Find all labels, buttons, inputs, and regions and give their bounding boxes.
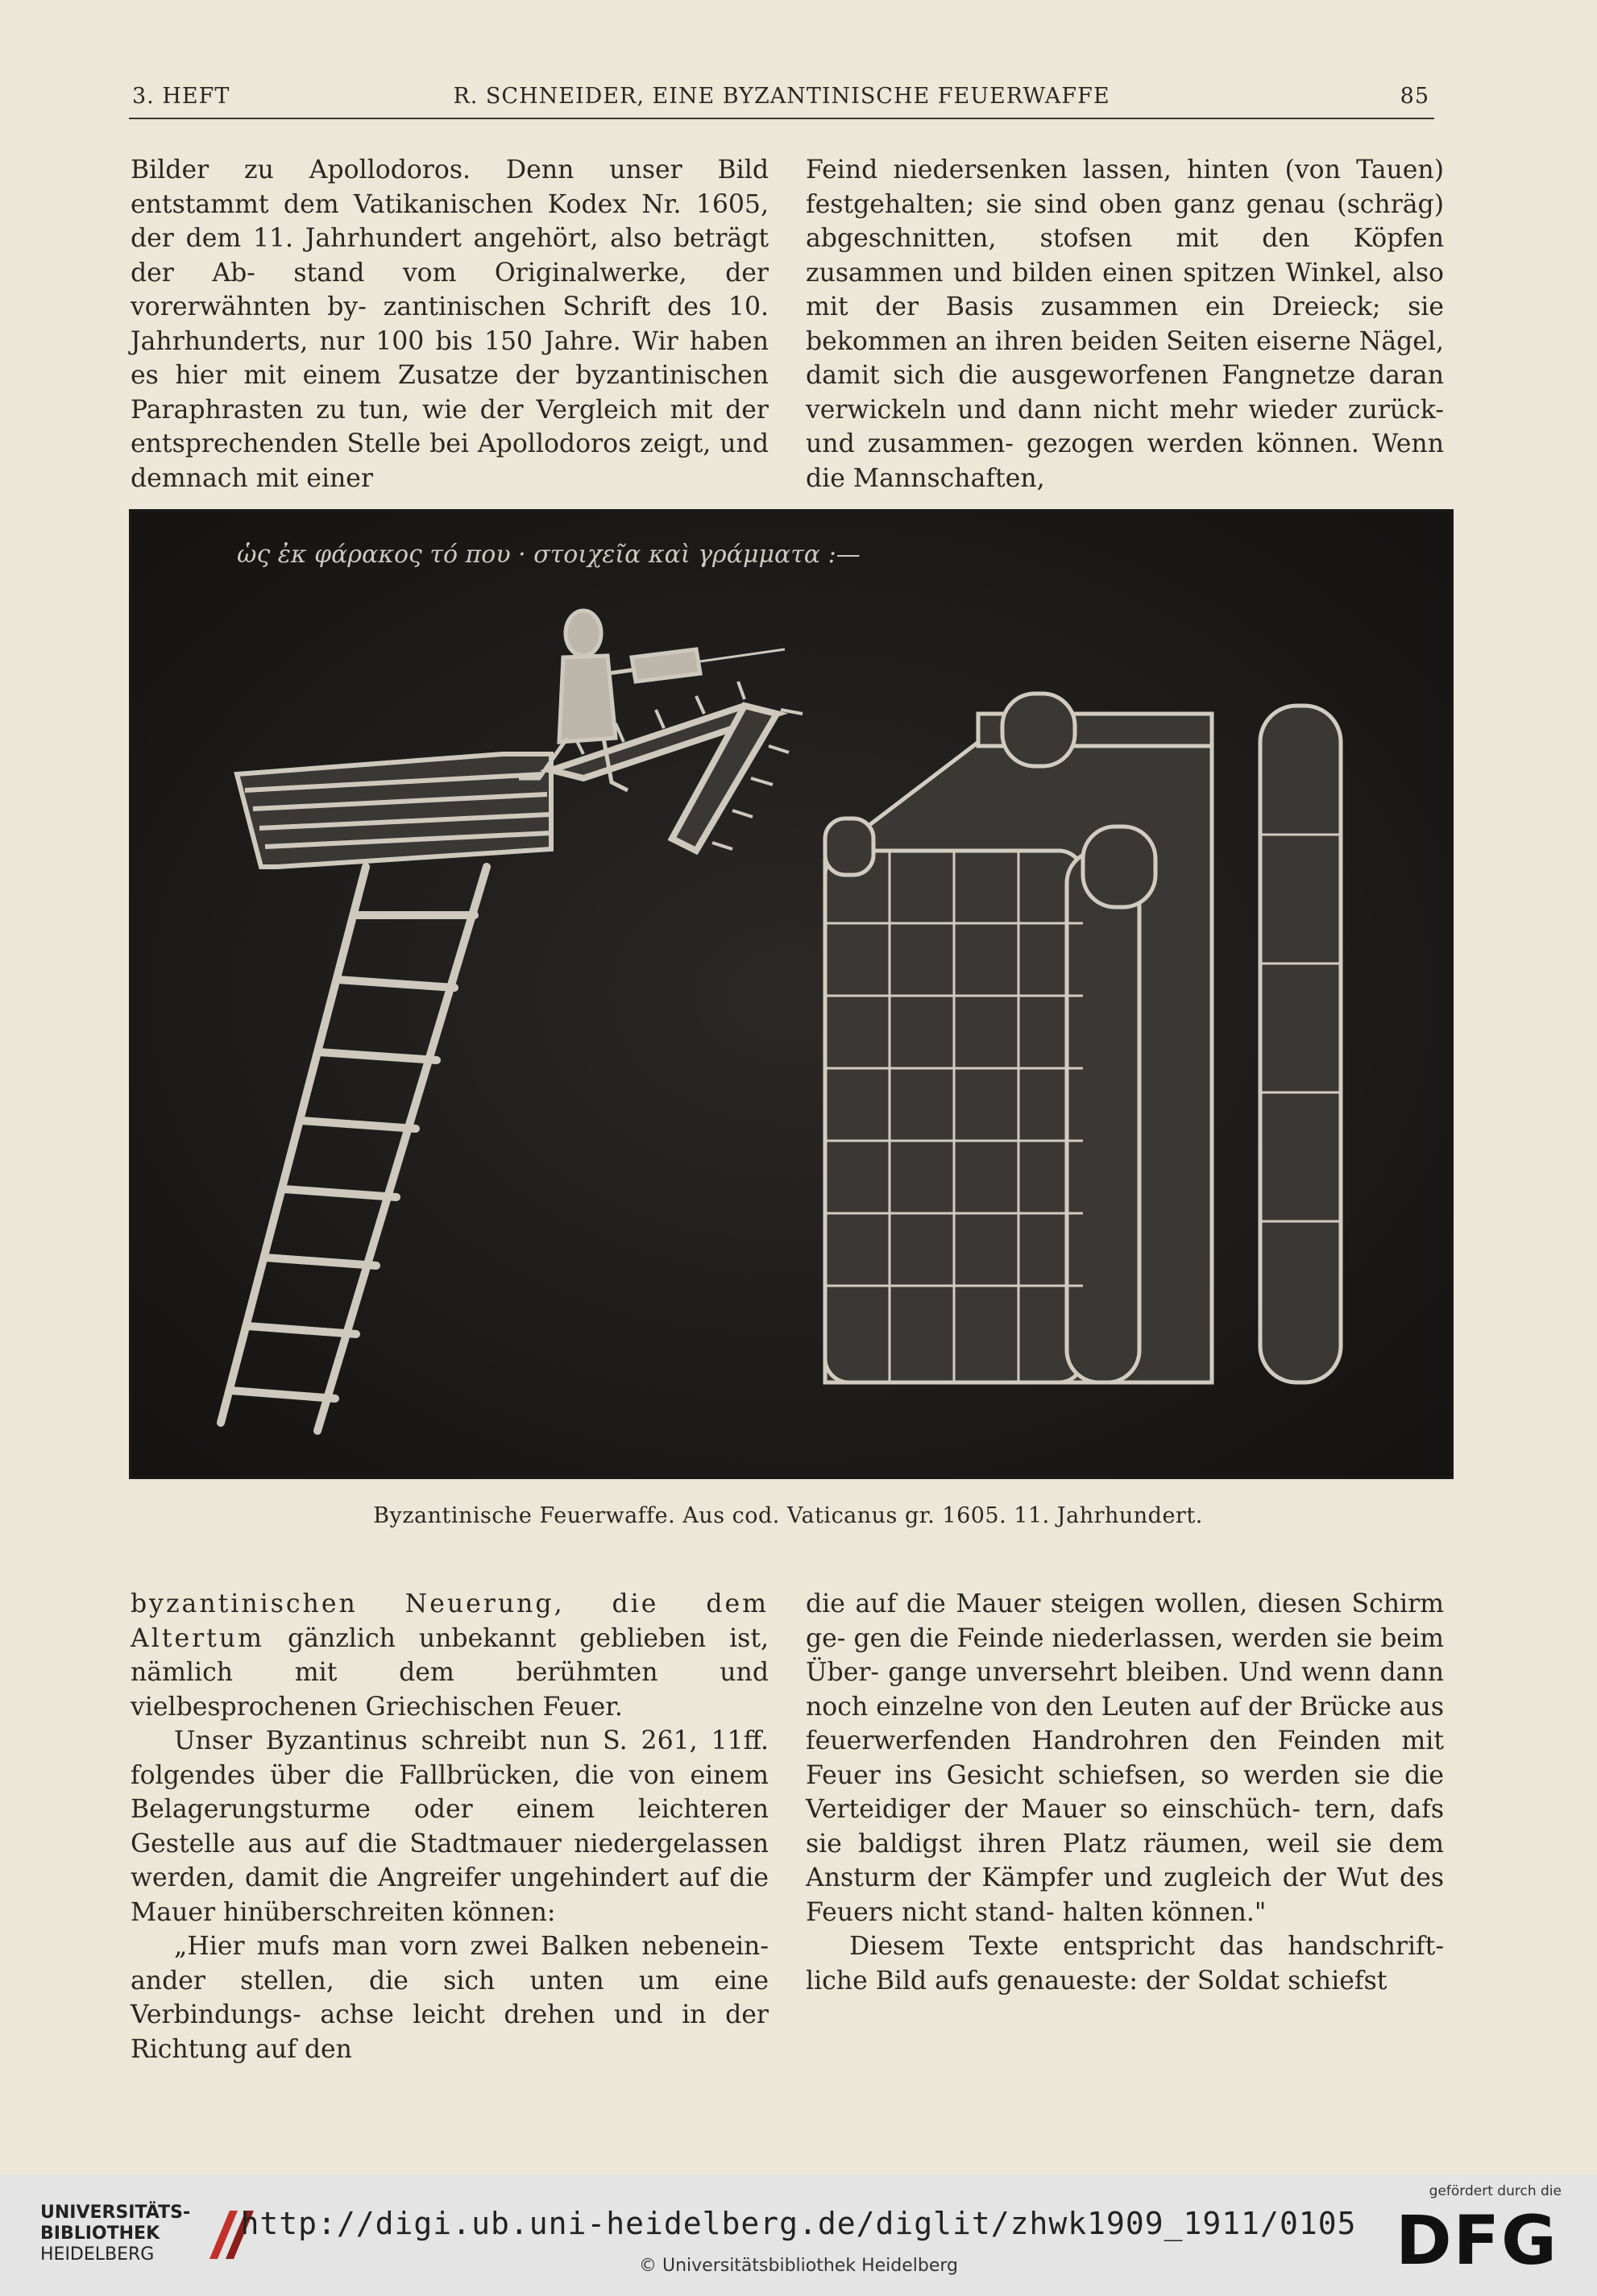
text-line: zugleich der Wut des Feuers nicht stand- [806,1863,1445,1927]
bottom-right-column [806,1587,1444,1998]
text-line: gezogen werden können. Wenn die Mannschaften, [806,429,1444,493]
text-line: ausgeworfenen Fangnetze daran verwickeln und [806,361,1445,425]
text-line: festgehalten; sie sind oben ganz genau (schräg) [806,189,1444,219]
bridge-platform [237,754,551,867]
text-line: wie der Vergleich mit der entsprechenden Stelle [131,395,769,458]
text-line: „Hier mufs man vorn zwei Balken nebenein- [174,1932,769,1961]
text-line: liche Bild aufs genaueste: der Soldat schiefst [806,1966,1388,1996]
text-line: hinüberschreiten können: [223,1897,556,1927]
manuscript-illustration [129,509,1454,1479]
text-line: feuerwerfenden Handrohren den Feinden [806,1726,1381,1755]
page-number: 85 [1400,84,1429,109]
text-line: gange unversehrt bleiben. Und wenn dann noch [806,1658,1444,1722]
figure-caption: Byzantinische Feuerwaffe. Aus cod. Vaticanus gr. 1605. 11. Jahrhundert. [373,1503,1203,1528]
text-line: achse leicht drehen und in der Richtung auf den [131,2000,769,2064]
greek-inscription: ὡς ἐκ φάρακος τό που · στοιχεῖα καὶ γράμματα :— [237,541,861,569]
text-line: halten können." [1062,1897,1267,1927]
text-line: byzantinischen Neuerung, die dem Altertum [131,1589,769,1653]
text-line: sie die Verteidiger der Mauer so einschüch- [806,1760,1445,1824]
text-line: Belagerungsturme oder einem leichteren Gestelle [131,1795,769,1859]
library-footer [0,2175,1597,2296]
text-line: abgeschnitten, stofsen mit den Köpfen zusammen [806,224,1444,288]
permalink-url[interactable]: http://digi.ub.uni-heidelberg.de/diglit/zhwk1909_1911/0105 [240,2206,1357,2241]
text-line: 100 bis 150 Jahre. Wir haben es hier mit einem [131,326,769,390]
text-line: einzelne von den Leuten auf der Brücke aus [876,1692,1444,1722]
text-line: Feuer. [542,1692,623,1722]
issue-label: 3. HEFT [132,84,230,109]
bottom-left-column [131,1587,769,2066]
text-line: gänzlich unbekannt geblieben ist, nämlich mit dem [131,1623,769,1687]
text-line: bei Apollodoros zeigt, und demnach mit einer [131,429,769,493]
logo-line: BIBLIOTHEK [40,2223,160,2244]
top-right-column [806,153,1444,495]
running-head [129,81,1434,119]
text-line: Zusatze der byzantinischen Paraphrasten zu tun, [131,361,769,425]
text-line: aus auf die Stadtmauer niedergelassen werden, [131,1829,769,1892]
text-line: tern, dafs sie baldigst ihren Platz räumen, [806,1795,1444,1859]
text-line: Feind niedersenken lassen, hinten (von Tauen) [806,155,1444,184]
text-line: zantinischen Schrift des 10. Jahrhunderts, nur [131,292,769,356]
text-line: Bilder zu Apollodoros. Denn unser Bild entstammt [131,155,769,219]
copyright-notice: © Universitätsbibliothek Heidelberg [638,2256,958,2276]
text-line: die auf die Mauer steigen wollen, diesen Schirm ge- [806,1589,1444,1653]
text-line: dem Vatikanischen Kodex Nr. 1605, der dem [131,189,769,253]
top-left-column [131,153,769,495]
logo-line: HEIDELBERG [40,2244,155,2265]
text-line: dann nicht mehr wieder zurück- und zusammen- [806,395,1444,458]
text-line: folgendes über die Fallbrücken, die von einem [131,1760,769,1790]
text-line: damit die Angreifer ungehindert auf die Mauer [131,1863,769,1927]
logo-line: UNIVERSITÄTS- [40,2203,191,2223]
text-line: berühmten und vielbesprochenen Griechischen [131,1658,769,1722]
dfg-logo[interactable]: DFG [1395,2201,1558,2280]
text-line: Diesem Texte entspricht das handschrift- [849,1932,1444,1961]
text-line: ander stellen, die sich unten um eine Verbindungs- [131,1966,769,2029]
text-line: Unser Byzantinus schreibt nun S. 261, 11ff. [174,1726,769,1755]
illustration-drawing [132,512,1450,1476]
text-line: mit Feuer ins Gesicht schiefsen, so werden [806,1726,1444,1790]
text-line: gen die Feinde niederlassen, werden sie beim Über- [806,1623,1445,1687]
text-line: und bilden einen spitzen Winkel, also mit der [806,258,1445,321]
funding-note: gefördert durch die [1429,2183,1562,2199]
article-title: R. SCHNEIDER, EINE BYZANTINISCHE FEUERWAFFE [453,84,1110,109]
text-line: ihren beiden Seiten eiserne Nägel, damit sich die [806,326,1444,390]
text-line: Basis zusammen ein Dreieck; sie bekommen an [806,292,1445,356]
text-line: 11. Jahrhundert angehört, also beträgt der Ab- [131,224,769,288]
text-line: weil sie dem Ansturm der Kämpfer und [806,1829,1444,1892]
text-line: stand vom Originalwerke, der vorerwähnten by- [131,258,769,321]
